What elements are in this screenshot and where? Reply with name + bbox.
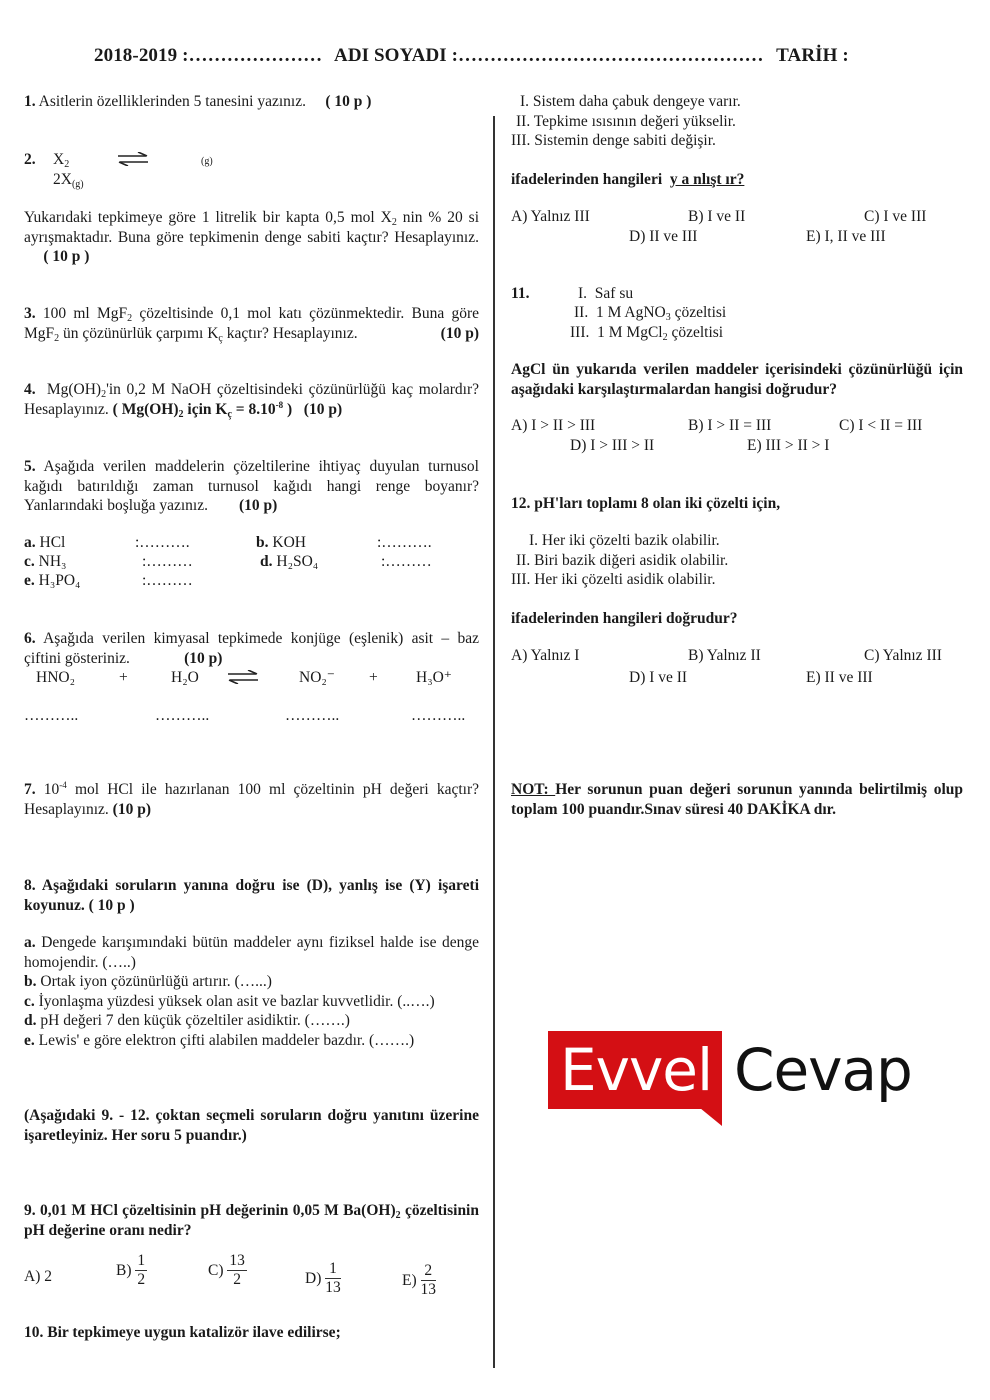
question-6: 6. Aşağıda verilen kimyasal tepkimede konjüge (eşlenik) asit – baz çiftini gösteriniz. (10 p)	[24, 630, 479, 667]
item-a: a. HCl	[24, 534, 66, 551]
question-12-title: 12. pH'ları toplamı 8 olan iki çözelti için,	[511, 495, 781, 512]
question-12-options	[511, 646, 963, 690]
question-text: Asitlerin özelliklerinden 5 tanesini yazınız.	[38, 93, 306, 110]
logo-right-word: Cevap	[734, 1036, 912, 1104]
option-e[interactable]: E) $\frac{2}{13}$	[402, 1262, 437, 1298]
evvel-cevap-logo	[548, 1031, 918, 1126]
question-12-statements	[511, 531, 963, 590]
answer-blank[interactable]: ………..	[285, 707, 340, 724]
option-a[interactable]: A) Yalnız III	[511, 208, 590, 225]
species-h2o: H₂O	[171, 669, 199, 686]
option-a[interactable]: A) 2	[24, 1268, 52, 1285]
reactant: $X_2$	[53, 151, 70, 170]
question-10-title: 10. Bir tepkimeye uygun katalizör ilave edilirse;	[24, 1324, 341, 1341]
plus-sign: +	[119, 669, 128, 686]
species-h3o: H₃O⁺	[416, 669, 452, 686]
speech-bubble-tail-icon	[700, 1108, 722, 1126]
question-8-items	[24, 933, 479, 1050]
logo-left-word: Evvel	[560, 1036, 713, 1104]
species-no2: NO₂⁻	[299, 669, 335, 686]
option-d[interactable]: D) $\frac{1}{13}$	[305, 1260, 341, 1296]
exam-header	[94, 46, 857, 66]
question-10-question: ifadelerinden hangileri y a nlışt ır?	[511, 171, 745, 188]
option-c[interactable]: C) I < II = III	[839, 417, 923, 434]
item-b: b. KOH	[256, 534, 306, 551]
date-field: TARİH :	[776, 45, 849, 66]
points-label: (10 p)	[303, 400, 343, 418]
option-d[interactable]: D) II ve III	[629, 228, 698, 245]
option-c[interactable]: C) $\frac{13}{2}$	[208, 1252, 245, 1288]
statement-d: d. pH değeri 7 den küçük çözeltiler asidiktir. (…….)	[24, 1012, 350, 1029]
blank-d[interactable]: :………	[381, 553, 432, 570]
question-11-options	[511, 416, 963, 456]
question-11-statements: 11. I. Saf su II. 1 M AgNO$_3$ çözeltisi III. 1 M MgCl$_2$ çözeltisi	[511, 285, 727, 343]
multiple-choice-instructions: (Aşağıdaki 9. - 12. çoktan seçmeli soruların doğru yanıtını üzerine işaretleyiniz. Her soru 5 puandır.)	[24, 1107, 479, 1144]
emphasis-word: y a nlışt ır?	[669, 171, 745, 188]
question-8-title: 8. Aşağıdaki soruların yanına doğru ise (D), yanlış ise (Y) işareti koyunuz. ( 10 p )	[24, 877, 479, 914]
statement-i: I. Sistem daha çabuk dengeye varır.	[520, 93, 741, 110]
statement-iii: III. Her iki çözelti asidik olabilir.	[511, 571, 716, 588]
answer-blank[interactable]: ………..	[411, 707, 466, 724]
species-hno2: HNO₂	[36, 669, 75, 686]
question-2-equation	[24, 150, 479, 190]
question-5: 5. Aşağıda verilen maddelerin çözeltilerine ihtiyaç duyulan turnusol kağıdı batırıldığı zaman turnusol kağıdı hangi renge boyanır? Yanlarındaki boşluğa yazınız. (10 p)	[24, 458, 479, 514]
points-label: (10 p)	[440, 324, 479, 342]
points-label: (10 p)	[238, 497, 278, 514]
option-d[interactable]: D) I > III > II	[570, 437, 655, 454]
blank-a[interactable]: :……….	[135, 534, 190, 551]
option-c[interactable]: C) I ve III	[864, 208, 927, 225]
statement-b: b. Ortak iyon çözünürlüğü artırır. (…...)	[24, 973, 272, 990]
question-12-question: ifadelerinden hangileri doğrudur?	[511, 610, 738, 627]
question-10-options	[511, 207, 963, 247]
question-number: 2.	[24, 151, 36, 168]
answer-blank[interactable]: ………..	[155, 707, 210, 724]
item-d: d. H₂SO₄	[260, 553, 319, 570]
phase-label: (g)	[201, 156, 213, 167]
question-6-reaction	[24, 668, 479, 690]
question-6-blanks	[24, 706, 479, 728]
statement-i: I. Saf su	[578, 285, 634, 302]
statement-a: a. Dengede karışımındaki bütün maddeler aynı fiziksel halde ise denge homojendir. (…..)	[24, 934, 480, 971]
question-11-question: AgCl ün yukarıda verilen maddeler içerisindeki çözünürlüğü için aşağıdaki karşılaştırmalardan hangisi doğrudur?	[511, 361, 963, 398]
statement-iii: III. 1 M MgCl$_2$ çözeltisi	[570, 324, 724, 343]
product: $2X_{(g)}$	[53, 171, 84, 190]
points-label: (10 p)	[184, 649, 223, 667]
question-2-text: Yukarıdaki tepkimeye göre 1 litrelik bir kapta 0,5 mol $X_2$ nin % 20 si ayrışmaktadır. Buna göre tepkimenin denge sabiti kaçtır? Hesaplayınız. ( 10 p )	[24, 209, 479, 265]
option-a[interactable]: A) Yalnız I	[511, 647, 580, 664]
exam-note	[511, 780, 963, 819]
option-d[interactable]: D) I ve II	[629, 669, 688, 686]
statement-iii: III. Sistemin denge sabiti değişir.	[511, 132, 716, 149]
points-label: (10 p)	[112, 800, 151, 818]
question-9: 9. 0,01 M HCl çözeltisinin pH değerinin 0,05 M $Ba(OH)_2$ çözeltisinin pH değerine oranı nedir?	[24, 1202, 479, 1239]
question-3: 3. 100 ml MgF$_2$ çözeltisinde 0,1 mol katı çözünmektedir. Buna göre MgF$_2$ ün çözünürlük çarpımı $K_ç$ kaçtır? Hesaplayınız. (10 p)	[24, 305, 480, 344]
equilibrium-arrow-icon	[226, 670, 260, 684]
question-4: 4. $Mg(OH)_2'in$ 0,2 M NaOH çözeltisindeki çözünürlüğü kaç molardır? Hesaplayınız. ( $Mg(OH)_2$ için $K_ç = 8.10^{-8}$ ) (10 p)	[24, 381, 479, 420]
statement-ii: II. Biri bazik diğeri asidik olabilir.	[516, 551, 729, 569]
option-b[interactable]: B) I ve II	[688, 208, 746, 225]
statement-i: I. Her iki çözelti bazik olabilir.	[529, 532, 720, 549]
student-name-field: ADI SOYADI :…………………………………………	[334, 45, 764, 66]
note-text: Her sorunun puan değeri sorunun yanında belirtilmiş olup toplam 100 puandır.Sınav süresi 40 DAKİKA dır.	[511, 781, 963, 818]
column-divider	[493, 116, 495, 1368]
question-5-items	[24, 533, 479, 593]
question-7: 7. $10^{-4}$ mol HCl ile hazırlanan 100 ml çözeltinin pH değeri kaçtır? Hesaplayınız. (10 p)	[24, 780, 479, 818]
answer-blank[interactable]: ………..	[24, 707, 79, 724]
option-a[interactable]: A) I > II > III	[511, 417, 596, 434]
option-c[interactable]: C) Yalnız III	[864, 647, 942, 664]
blank-e[interactable]: :………	[142, 572, 193, 589]
statement-ii: II. Tepkime ısısının değeri yükselir.	[516, 112, 736, 130]
option-e[interactable]: E) II ve III	[806, 669, 873, 686]
statement-e: e. Lewis' e göre elektron çifti alabilen maddeler bazdır. (…….)	[24, 1031, 415, 1049]
item-c: c. NH₃	[24, 553, 67, 570]
option-e[interactable]: E) I, II ve III	[806, 228, 886, 245]
question-1	[24, 92, 479, 112]
statement-c: c. İyonlaşma yüzdesi yüksek olan asit ve bazlar kuvvetlidir. (..….)	[24, 992, 435, 1010]
question-number: 1.	[24, 93, 36, 110]
points-label: ( 10 p )	[43, 248, 90, 265]
option-b[interactable]: B) $\frac{1}{2}$	[116, 1252, 146, 1288]
option-b[interactable]: B) Yalnız II	[688, 647, 761, 664]
option-e[interactable]: E) III > II > I	[747, 437, 830, 454]
blank-c[interactable]: :………	[142, 553, 193, 570]
question-10-statements	[511, 92, 963, 151]
blank-b[interactable]: :……….	[377, 534, 432, 551]
note-label: NOT:	[511, 781, 556, 798]
statement-ii: II. 1 M AgNO$_3$ çözeltisi	[574, 304, 727, 323]
plus-sign: +	[369, 669, 378, 686]
school-year-field: 2018-2019 :…………………	[94, 45, 323, 66]
option-b[interactable]: B) I > II = III	[688, 417, 772, 434]
question-9-options	[24, 1252, 479, 1302]
equilibrium-arrow-icon	[116, 152, 150, 166]
points-label: ( 10 p )	[325, 93, 372, 110]
item-e: e. H₃PO₄	[24, 572, 81, 589]
